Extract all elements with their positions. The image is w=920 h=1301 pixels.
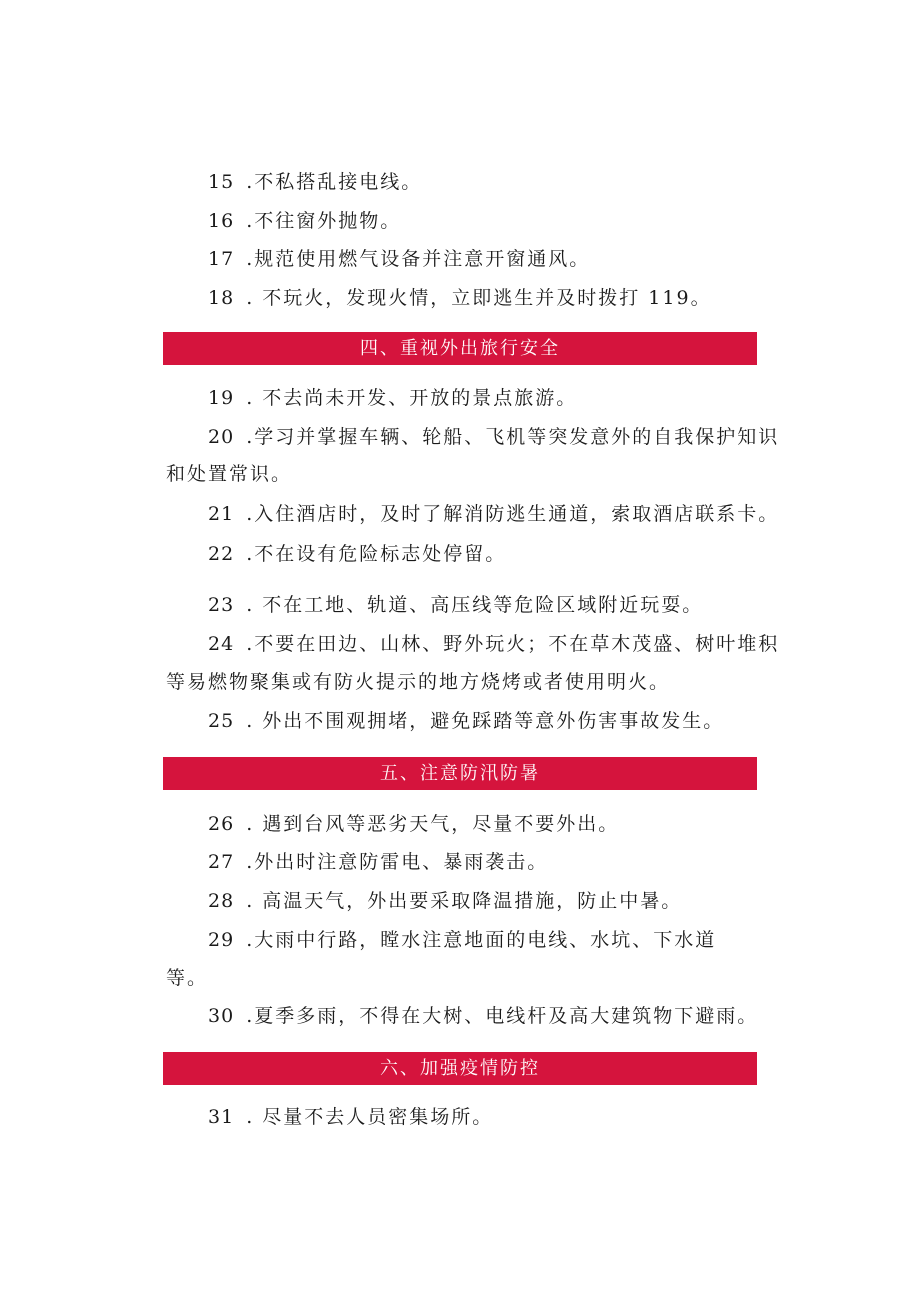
item-text: .入住酒店时，及时了解消防逃生通道，索取酒店联系卡。 bbox=[246, 503, 780, 525]
item-text: .夏季多雨，不得在大树、电线杆及高大建筑物下避雨。 bbox=[246, 1005, 759, 1027]
item-text: . 外出不围观拥堵，避免踩踏等意外伤害事故发生。 bbox=[246, 710, 725, 732]
item-number: 27 bbox=[208, 851, 235, 873]
list-item-21 bbox=[208, 502, 779, 526]
list-item-25 bbox=[208, 709, 724, 733]
list-item-24-continuation: 等易燃物聚集或有防火提示的地方烧烤或者使用明火。 bbox=[166, 671, 671, 693]
list-item-18 bbox=[208, 286, 712, 310]
item-text: .规范使用燃气设备并注意开窗通风。 bbox=[246, 248, 591, 270]
list-item-27 bbox=[208, 850, 548, 874]
item-text: .不往窗外抛物。 bbox=[246, 210, 402, 232]
item-text: .外出时注意防雷电、暴雨袭击。 bbox=[246, 851, 549, 873]
list-item-24 bbox=[208, 632, 779, 656]
item-number: 22 bbox=[208, 543, 235, 565]
list-item-26 bbox=[208, 812, 619, 836]
section-heading-travel-safety: 四、重视外出旅行安全 bbox=[163, 332, 757, 365]
list-item-23 bbox=[208, 593, 703, 617]
list-item-20 bbox=[208, 425, 779, 449]
item-number: 20 bbox=[208, 426, 235, 448]
item-number: 18 bbox=[208, 287, 235, 309]
item-number: 19 bbox=[208, 387, 235, 409]
list-item-29-continuation: 等。 bbox=[166, 967, 209, 989]
list-item-19 bbox=[208, 386, 577, 410]
item-number: 25 bbox=[208, 710, 235, 732]
list-item-20-continuation: 和处置常识。 bbox=[166, 463, 293, 485]
item-number: 30 bbox=[208, 1005, 235, 1027]
item-number: 16 bbox=[208, 210, 235, 232]
item-text: . 尽量不去人员密集场所。 bbox=[246, 1106, 494, 1128]
item-text: . 不去尚未开发、开放的景点旅游。 bbox=[246, 387, 578, 409]
item-text: . 不玩火，发现火情，立即逃生并及时拨打 119。 bbox=[246, 287, 712, 309]
section-heading-epidemic-control: 六、加强疫情防控 bbox=[163, 1052, 757, 1085]
item-text: . 不在工地、轨道、高压线等危险区域附近玩耍。 bbox=[246, 594, 704, 616]
list-item-22 bbox=[208, 542, 506, 566]
item-text: . 高温天气，外出要采取降温措施，防止中暑。 bbox=[246, 890, 683, 912]
item-number: 29 bbox=[208, 929, 235, 951]
list-item-29 bbox=[208, 928, 716, 952]
item-number: 24 bbox=[208, 633, 235, 655]
item-text: .不要在田边、山林、野外玩火；不在草木茂盛、树叶堆积 bbox=[246, 633, 780, 655]
list-item-28 bbox=[208, 889, 682, 913]
section-heading-flood-heat: 五、注意防汛防暑 bbox=[163, 757, 757, 790]
item-number: 31 bbox=[208, 1106, 235, 1128]
list-item-17 bbox=[208, 247, 590, 271]
item-text: .不私搭乱接电线。 bbox=[246, 171, 423, 193]
list-item-30 bbox=[208, 1004, 758, 1028]
list-item-15 bbox=[208, 170, 422, 194]
item-number: 15 bbox=[208, 171, 235, 193]
item-text: . 遇到台风等恶劣天气，尽量不要外出。 bbox=[246, 813, 620, 835]
item-text: .大雨中行路，瞠水注意地面的电线、水坑、下水道 bbox=[246, 929, 717, 951]
item-number: 17 bbox=[208, 248, 235, 270]
item-number: 21 bbox=[208, 503, 235, 525]
item-text: .不在设有危险标志处停留。 bbox=[246, 543, 507, 565]
list-item-31 bbox=[208, 1105, 493, 1129]
item-number: 28 bbox=[208, 890, 235, 912]
item-number: 23 bbox=[208, 594, 235, 616]
list-item-16 bbox=[208, 209, 401, 233]
item-text: .学习并掌握车辆、轮船、飞机等突发意外的自我保护知识 bbox=[246, 426, 780, 448]
item-number: 26 bbox=[208, 813, 235, 835]
